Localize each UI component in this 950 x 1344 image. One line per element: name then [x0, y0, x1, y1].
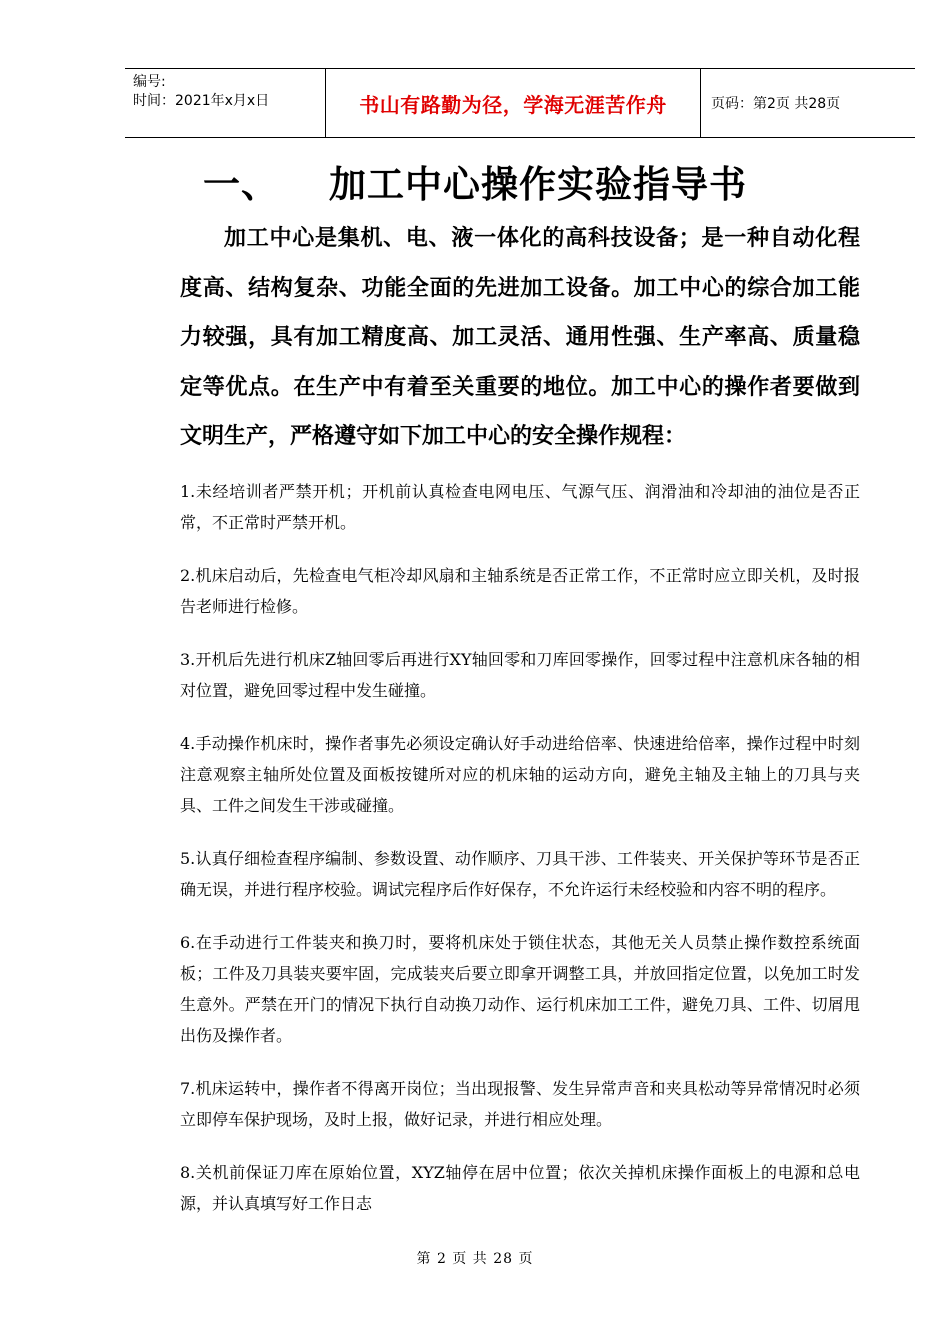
- page-header: [125, 68, 915, 138]
- page-title: [0, 160, 950, 210]
- serial-label: 编号:: [133, 74, 166, 90]
- header-motto: 书山有路勤为径，学海无涯苦作舟: [359, 92, 667, 117]
- intro-paragraph: 加工中心是集机、电、液一体化的高科技设备；是一种自动化程度高、结构复杂、功能全面的先进加工设备。加工中心的综合加工能力较强，具有加工精度高、加工灵活、通用性强、生产率高、质量稳定等优点。在生产中有着至关重要的地位。加工中心的操作者要做到文明生产，严格遵守如下加工中心的安全操作规程：: [180, 226, 860, 450]
- rule-item: 5.认真仔细检查程序编制、参数设置、动作顺序、刀具干涉、工件装夹、开关保护等环节是否正确无误，并进行程序校验。调试完程序后作好保存，不允许运行未经校验和内容不明的程序。: [180, 849, 860, 899]
- rule-item: 6.在手动进行工件装夹和换刀时，要将机床处于锁住状态，其他无关人员禁止操作数控系统面板；工件及刀具装夹要牢固，完成装夹后要立即拿开调整工具，并放回指定位置，以免加工时发生意外。严禁在开门的情况下执行自动换刀动作、运行机床加工工件，避免刀具、工件、切屑甩出伤及操作者。: [180, 933, 860, 1045]
- header-page-info: [701, 69, 915, 137]
- safety-rules-list: [180, 476, 860, 1241]
- rule-item: 3.开机后先进行机床Z轴回零后再进行XY轴回零和刀库回零操作，回零过程中注意机床各轴的相对位置，避免回零过程中发生碰撞。: [180, 650, 860, 700]
- rule-item: 2.机床启动后，先检查电气柜冷却风扇和主轴系统是否正常工作，不正常时应立即关机，及时报告老师进行检修。: [180, 566, 860, 616]
- rule-item: 7.机床运转中，操作者不得离开岗位；当出现报警、发生异常声音和夹具松动等异常情况时必须立即停车保护现场，及时上报，做好记录，并进行相应处理。: [180, 1079, 860, 1129]
- rule-item: 4.手动操作机床时，操作者事先必须设定确认好手动进给倍率、快速进给倍率，操作过程中时刻注意观察主轴所处位置及面板按键所对应的机床轴的运动方向，避免主轴及主轴上的刀具与夹具、工件之间发生干涉或碰撞。: [180, 734, 860, 815]
- page-info-text: 页码：第2页 共28页: [711, 96, 841, 112]
- time-label: 时间：2021年x月x日: [133, 93, 270, 109]
- page-footer: 第 2 页 共 28 页: [416, 1251, 534, 1267]
- header-motto-cell: [326, 69, 701, 137]
- title-text: 加工中心操作实验指导书: [329, 163, 747, 206]
- header-meta: [125, 69, 326, 137]
- title-number: 一、: [203, 163, 279, 206]
- rule-item: 8.关机前保证刀库在原始位置，XYZ轴停在居中位置；依次关掉机床操作面板上的电源和总电源，并认真填写好工作日志: [180, 1163, 860, 1213]
- rule-item: 1.未经培训者严禁开机；开机前认真检查电网电压、气源气压、润滑油和冷却油的油位是否正常，不正常时严禁开机。: [180, 482, 860, 532]
